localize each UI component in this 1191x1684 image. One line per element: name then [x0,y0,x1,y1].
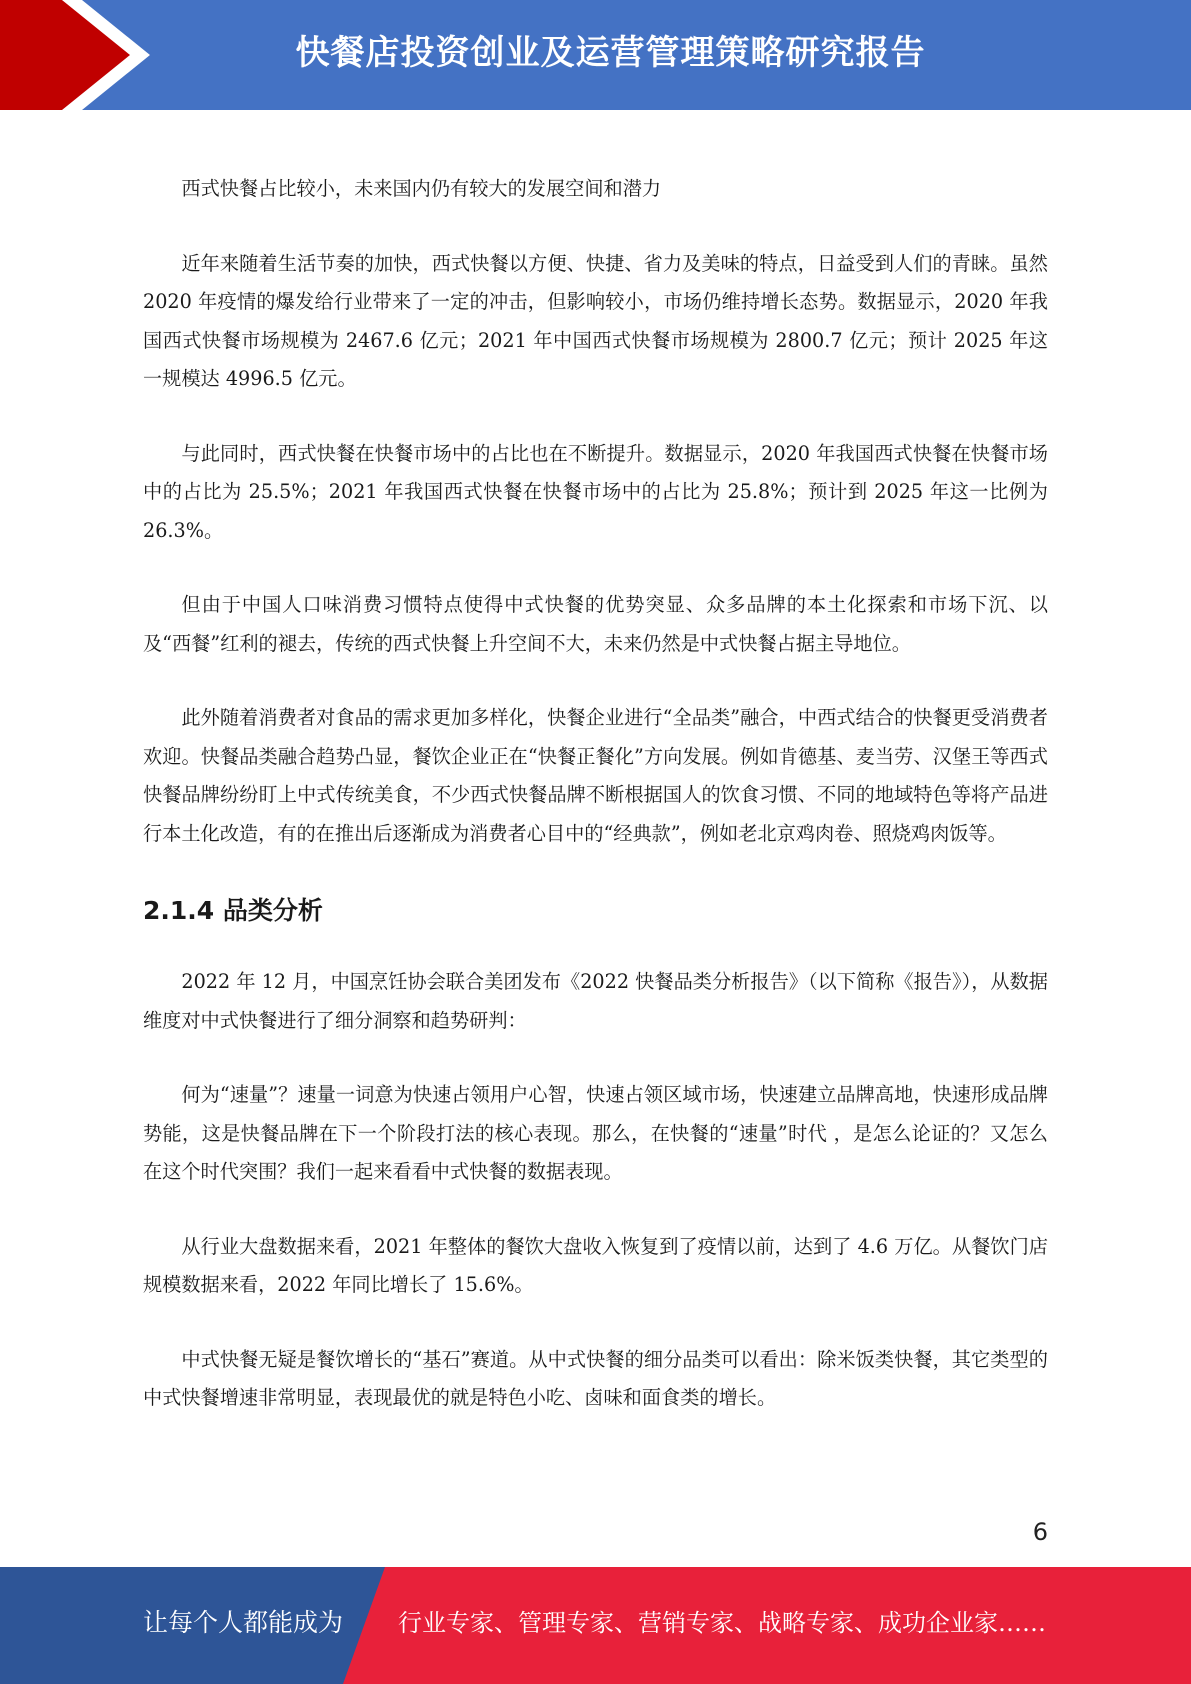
paragraph: 与此同时，西式快餐在快餐市场中的占比也在不断提升。数据显示，2020 年我国西式快餐在快餐市场中的占比为 25.5%；2021 年我国西式快餐在快餐市场中的占比为 25.8%；预计到 2025 年这一比例为 26.3%。 [143,441,1048,542]
page-number: 6 [1032,1518,1048,1546]
page-header [0,0,1191,110]
paragraph: 近年来随着生活节奏的加快，西式快餐以方便、快捷、省力及美味的特点，日益受到人们的青睐。虽然 2020 年疫情的爆发给行业带来了一定的冲击，但影响较小，市场仍维持增长态势。数据显示，2020 年我国西式快餐市场规模为 2467.6 亿元；2021 年中国西式快餐市场规模为 2800.7 亿元；预计 2025 年这一规模达 4996.5 亿元。 [143,251,1048,390]
footer-slogan-right: 行业专家、管理专家、营销专家、战略专家、成功企业家…… [398,1609,1046,1637]
paragraph: 此外随着消费者对食品的需求更加多样化，快餐企业进行“全品类”融合，中西式结合的快餐更受消费者欢迎。快餐品类融合趋势凸显，餐饮企业正在“快餐正餐化”方向发展。例如肯德基、麦当劳、汉堡王等西式快餐品牌纷纷盯上中式传统美食，不少西式快餐品牌不断根据国人的饮食习惯、不同的地域特色等将产品进行本土化改造，有的在推出后逐渐成为消费者心目中的“经典款”，例如老北京鸡肉卷、照烧鸡肉饭等。 [143,706,1048,845]
paragraph: 中式快餐无疑是餐饮增长的“基石”赛道。从中式快餐的细分品类可以看出：除米饭类快餐，其它类型的中式快餐增速非常明显，表现最优的就是特色小吃、卤味和面食类的增长。 [143,1347,1048,1409]
page-footer [0,1567,1191,1684]
paragraph: 从行业大盘数据来看，2021 年整体的餐饮大盘收入恢复到了疫情以前，达到了 4.6 万亿。从餐饮门店规模数据来看，2022 年同比增长了 15.6%。 [143,1234,1048,1296]
document-body [143,170,1048,1454]
paragraph: 2022 年 12 月，中国烹饪协会联合美团发布《2022 快餐品类分析报告》（以下简称《报告》），从数据维度对中式快餐进行了细分洞察和趋势研判： [143,970,1048,1032]
section-heading: 2.1.4 品类分析 [143,896,323,925]
report-title: 快餐店投资创业及运营管理策略研究报告 [295,33,926,73]
paragraph: 何为“速量”？速量一词意为快速占领用户心智，快速占领区域市场，快速建立品牌高地，快速形成品牌势能，这是快餐品牌在下一个阶段打法的核心表现。那么，在快餐的“速量”时代 ，是怎么论证的？又怎么在这个时代突围？我们一起来看看中式快餐的数据表现。 [143,1083,1048,1183]
footer-slogan-left: 让每个人都能成为 [143,1608,344,1637]
paragraph: 但由于中国人口味消费习惯特点使得中式快餐的优势突显、众多品牌的本土化探索和市场下沉、以及“西餐”红利的褪去，传统的西式快餐上升空间不大，未来仍然是中式快餐占据主导地位。 [143,593,1048,655]
paragraph: 西式快餐占比较小，未来国内仍有较大的发展空间和潜力 [181,177,662,200]
